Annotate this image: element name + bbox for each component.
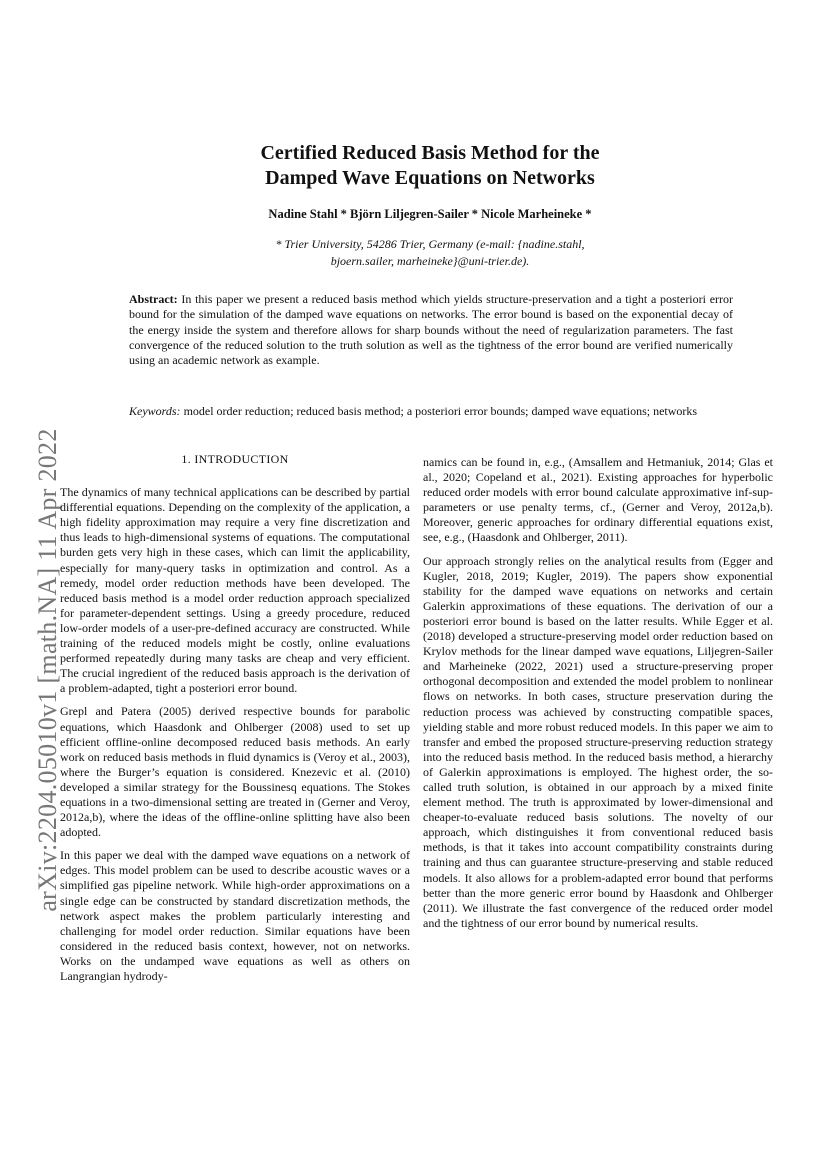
intro-paragraph-5: Our approach strongly relies on the analytical results from (Egger and Kugler, 2018, 2019; Kugler, 2019). The papers show exponential stability for the damped wave equations on networks and certain Galerkin approximations of these equations. The derivation of our a posteriori error bound is based on the latter results. While Egger et al. (2018) developed a structure-preserving model order reduction based on Krylov methods for the linear damped wave equations, Liljegren-Sailer and Marheineke (2022, 2021) used a structure-preserving proper orthogonal decomposition and extended the model problem to nonlinear flows on networks. In both cases, structure preservation during the reduction process was achieved by constructing compatible spaces, yielding stable and more robust reduced models. In this paper we aim to transfer and embed the proposed structure-preserving reduction strategy into the reduced basis method. In the reduced basis method, a hierarchy of Galerkin approximations is employed. The highest order, the so-called truth solution, is obtained in our approach by a mixed finite element method. The truth is approximated by lower-dimensional and cheaper-to-evaluate reduced basis solutions. The novelty of our approach, which distinguishes it from conventional reduced basis methods, is that it takes into account compatibility constraints during training and thus can guarantee structure-preserving and stable reduced models. It also allows for a problem-adapted error bound that performs better than the more generic error bound by Haasdonk and Ohlberger (2011). We illustrate the fast convergence of the reduced order model and the tightness of our error bound by numerical results. [423,553,773,930]
abstract-label: Abstract: [129,292,178,306]
keywords-text: model order reduction; reduced basis method; a posteriori error bounds; damped wave equations; networks [183,404,698,418]
affiliation-line-1: * Trier University, 54286 Trier, Germany (e-mail: {nadine.stahl, [275,237,585,251]
intro-paragraph-2: Grepl and Patera (2005) derived respective bounds for parabolic equations, which Haasdonk and Ohlberger (2008) used to set up efficient offline-online decomposed reduced basis methods. An early work on reduced basis methods in fluid dynamics is (Veroy et al., 2003), where the Burger’s equation is considered. Knezevic et al. (2010) developed a similar strategy for the Boussinesq equations. The Stokes equations in a two-dimensional setting are treated in (Gerner and Veroy, 2012a,b), where the ideas of the offline-online splitting have also been adopted. [60,704,410,840]
abstract [129,292,733,368]
arxiv-identifier-text: arXiv:2204.05010v1 [math.NA] 11 Apr 2022 [33,428,62,912]
paper-title-line-2: Damped Wave Equations on Networks [265,167,595,189]
author-list: Nadine Stahl * Björn Liljegren-Sailer * Nicole Marheineke * [268,207,592,221]
keywords-label: Keywords: [129,404,181,418]
intro-paragraph-3: In this paper we deal with the damped wave equations on a network of edges. This model problem can be used to describe acoustic waves or a simplified gas pipeline network. While high-order approximations on a single edge can be constructed by standard discretization methods, the network aspect makes the problem particularly interesting and challenging for model order reduction. Similar equations have been considered in the reduced basis context, however, not on networks. Works on the undamped wave equations as well as others on Langrangian hydrody- [60,848,410,983]
section-heading-introduction: 1. INTRODUCTION [181,452,289,466]
intro-paragraph-4: namics can be found in, e.g., (Amsallem and Hetmaniuk, 2014; Glas et al., 2020; Copeland et al., 2021). Existing approaches for hyperbolic reduced order models with error bound calculate approximative inf-sup-parameters or use penalty terms, cf., (Gerner and Veroy, 2012a,b). Moreover, generic approaches for ordinary differential equations exist, see, e.g., (Haasdonk and Ohlberger, 2011). [423,455,773,545]
paper-title [130,141,730,191]
affiliation [200,236,660,270]
right-column [423,455,773,939]
keywords [129,404,733,419]
left-column [60,452,410,992]
abstract-text: In this paper we present a reduced basis method which yields structure-preservation and a tight a posteriori error bound for the simulation of the damped wave equations on networks. The error bound is based on the exponential decay of the energy inside the system and therefore allows for sharp bounds without the need of regularization parameters. The fast convergence of the reduced solution to the truth solution as well as the tightness of the error bound are verified numerically using an academic network as example. [129,292,734,368]
paper-title-line-1: Certified Reduced Basis Method for the [260,142,600,164]
affiliation-line-2: bjoern.sailer, marheineke}@uni-trier.de). [330,254,530,268]
intro-paragraph-1: The dynamics of many technical applications can be described by partial differential equations. Depending on the complexity of the application, a high fidelity approximation may require a very fine discretization and thus leads to high-dimensional systems of equations. The computational burden gets very high in these cases, which can limit the applicability, especially for many-query tasks in optimization and control. As a remedy, model order reduction methods have been developed. The reduced basis method is a model order reduction approach specialized for parameter-dependent settings. Using a greedy procedure, reduced low-order models of a user-pre-defined accuracy are constructed. While training of the reduced models might be costly, online evaluations performed repeatedly during many tasks are cheap and very efficient. The crucial ingredient of the reduced basis approach is the derivation of a problem-adapted, tight a posteriori error bound. [60,485,410,696]
